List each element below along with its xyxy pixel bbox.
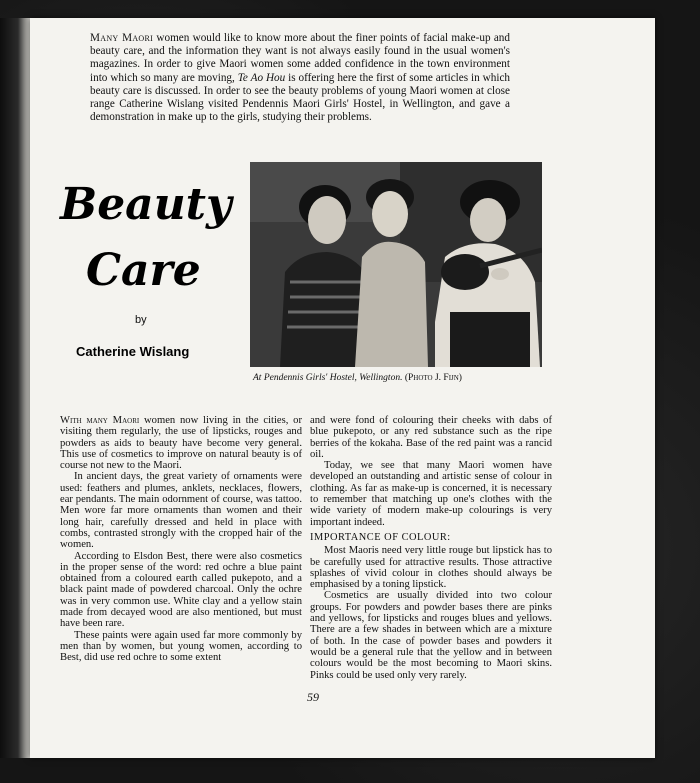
intro-paragraph bbox=[90, 32, 510, 124]
col2-para-2: Today, we see that many Maori women have developed an outstanding and artistic sense of colour in clothing. As far as make-up is concerned, it is necessary to remember that matching up one's clothes with the wide variety of modern make-up colourings is very important indeed. bbox=[310, 460, 552, 528]
article-title bbox=[60, 180, 250, 296]
col1-para-3: According to Elsdon Best, there were also cosmetics in the proper sense of the word: red ochre a blue paint obtained from a coloured earth called pukepoto, and a black paint made of powdered charcoal. Only the ochre was in very common use. White clay and a yellow stain made from decayed wood are also mentioned, but must have been rare. bbox=[60, 550, 302, 630]
article-photo bbox=[250, 162, 542, 367]
article-column-1 bbox=[60, 415, 302, 664]
intro-text-2: is offering here the first of some articles in which beauty care is discussed. In order to see the beauty problems of young Maori women at close range Catherine Wislang visited Pendennis Maori Girls' Hostel, in Wellington, and gave a demonstration in make up to the girls, studying their problems. bbox=[90, 71, 511, 124]
section-heading: IMPORTANCE OF COLOUR: bbox=[310, 531, 451, 543]
col2-para-4: Cosmetics are usually divided into two colour groups. For powders and powder bases there are pinks and yellows, for lipsticks and rouges blues and yellows. There are a few shades in between which are a mixture of both. In the case of powder bases and powders it would be a general rule that the yellow and in between colours would be the most becoming to Maori skins. Pinks could be used only very rarely. bbox=[310, 590, 552, 681]
magazine-name: Te Ao Hou bbox=[237, 71, 286, 84]
col1-para-1 bbox=[60, 415, 302, 471]
intro-lead: Many Maori bbox=[90, 32, 154, 44]
col1-para-2: In ancient days, the great variety of ornaments were used: feathers and plumes, anklets, necklaces, flowers, ear pendants. The main odornment of course, was tattoo. Men wore far more ornaments than women and their long hair, carefully dressed and held in place with combs, contrasted strongly with the cropped hair of the women. bbox=[60, 471, 302, 551]
photo-illustration bbox=[250, 162, 542, 367]
article-column-2 bbox=[310, 415, 552, 681]
col2-para-1: and were fond of colouring their cheeks with dabs of blue pukepoto, or any red substance such as the ripe berries of the kokaha. Base of the red paint was a rancid oil. bbox=[310, 415, 552, 460]
caption-text: At Pendennis Girls' Hostel, Wellington. bbox=[253, 373, 403, 383]
intro-text-1: women would like to know more about the finer points of facial make-up and beauty care, and the information they want is not always easily found in the usual women's magazines. In order to give Maori women some added confidence in the town environment into which so many are moving, bbox=[90, 32, 510, 84]
title-line-2: Care bbox=[86, 245, 201, 296]
photo-credit: (Photo J. Fijn) bbox=[404, 373, 462, 383]
author-name: Catherine Wislang bbox=[76, 344, 190, 359]
facing-page-edge bbox=[0, 18, 30, 758]
title-line-1: Beauty bbox=[60, 179, 232, 230]
col1-lead: With many Maori bbox=[60, 415, 140, 426]
page-number: 59 bbox=[307, 690, 319, 704]
photo-caption bbox=[253, 373, 553, 383]
col1-para-1-text: women now living in the cities, or visiting them regularly, the use of lipsticks, rouges and powders as aids to beauty have become very general. This use of cosmetics to improve on natural beauty is of course not new to the Maori. bbox=[60, 415, 302, 472]
col1-para-4: These paints were again used far more commonly by men than by women, but young women, according to Best, did use red ochre to some extent bbox=[60, 629, 302, 664]
col2-para-3: Most Maoris need very little rouge but lipstick has to be carefully used for attractive results. Those attractive splashes of vivid colour in clothes should always be emphasised by a toning lipstick. bbox=[310, 545, 552, 591]
byline: by bbox=[135, 314, 147, 326]
